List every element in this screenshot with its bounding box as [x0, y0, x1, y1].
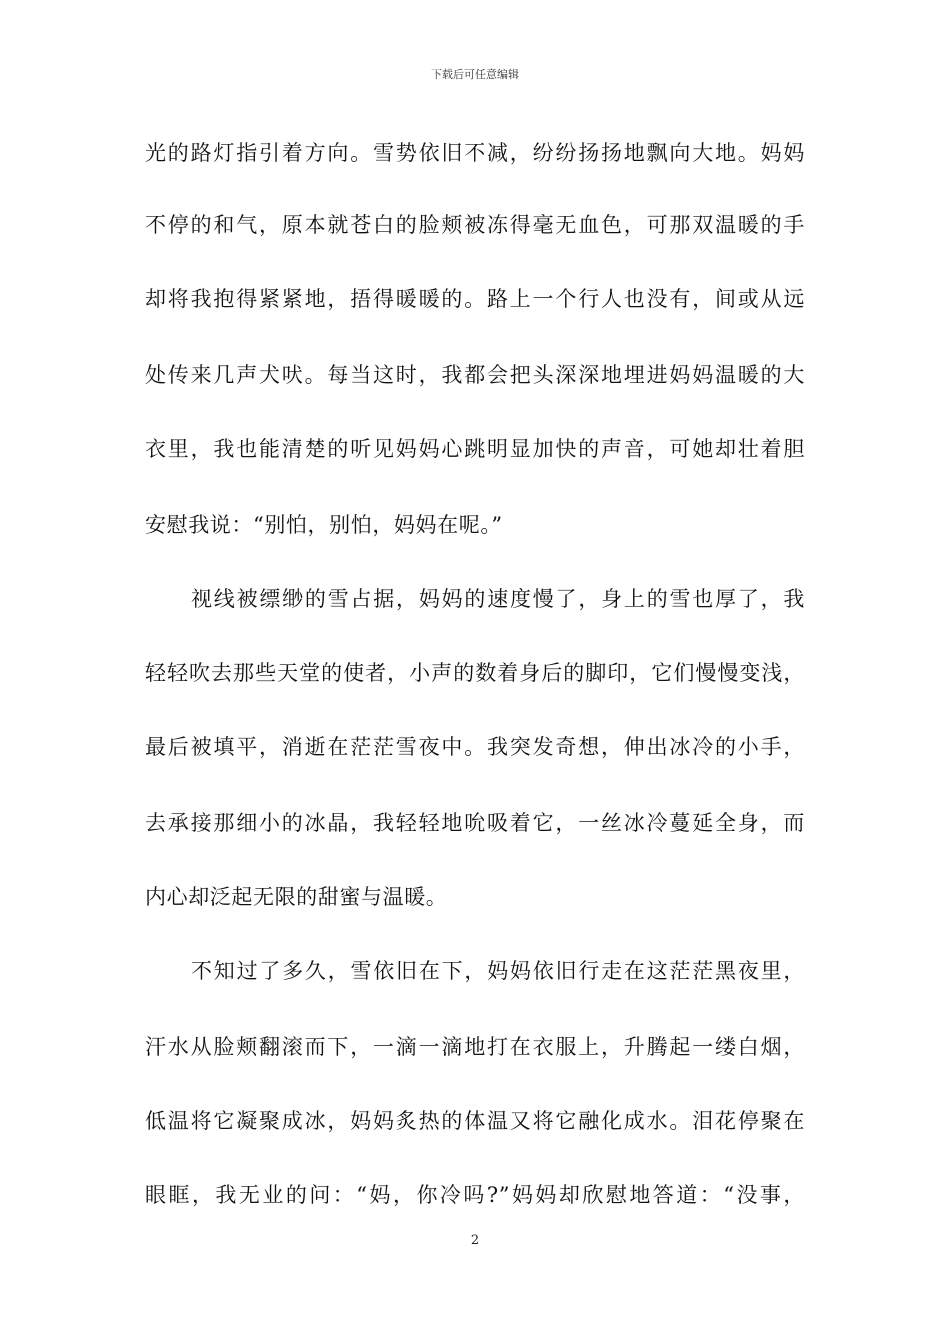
text-line: 安慰我说：“别怕，别怕，妈妈在呢。”: [145, 513, 503, 537]
text-line: 却将我抱得紧紧地，捂得暖暖的。路上一个行人也没有，间或从远: [145, 287, 805, 311]
text-line: 汗水从脸颊翻滚而下，一滴一滴地打在衣服上，升腾起一缕白烟，: [145, 1035, 805, 1059]
text-line: 内心却泛起无限的甜蜜与温暖。: [145, 885, 448, 909]
text-line: 眼眶，我无业的问：“妈，你冷吗?”妈妈却欣慰地答道：“没事，: [145, 1183, 805, 1207]
text-line: 最后被填平，消逝在茫茫雪夜中。我突发奇想，伸出冰冷的小手，: [145, 735, 805, 759]
text-line: 衣里，我也能清楚的听见妈妈心跳明显加快的声音，可她却壮着胆: [145, 437, 805, 461]
page-header: 下载后可任意编辑: [431, 68, 519, 81]
paragraph-first-line: 视线被缥缈的雪占据，妈妈的速度慢了，身上的雪也厚了，我: [191, 587, 805, 611]
text-line: 处传来几声犬吠。每当这时，我都会把头深深地埋进妈妈温暖的大: [145, 363, 805, 387]
text-line: 不停的和气，原本就苍白的脸颊被冻得毫无血色，可那双温暖的手: [145, 213, 805, 237]
text-line: 去承接那细小的冰晶，我轻轻地吮吸着它，一丝冰冷蔓延全身，而: [145, 811, 805, 835]
text-line: 光的路灯指引着方向。雪势依旧不减，纷纷扬扬地飘向大地。妈妈: [145, 141, 805, 165]
text-line: 低温将它凝聚成冰，妈妈炙热的体温又将它融化成水。泪花停聚在: [145, 1109, 805, 1133]
paragraph-first-line: 不知过了多久，雪依旧在下，妈妈依旧行走在这茫茫黑夜里，: [191, 959, 805, 983]
page-number: 2: [470, 1233, 480, 1248]
text-line: 轻轻吹去那些天堂的使者，小声的数着身后的脚印，它们慢慢变浅，: [145, 661, 805, 685]
